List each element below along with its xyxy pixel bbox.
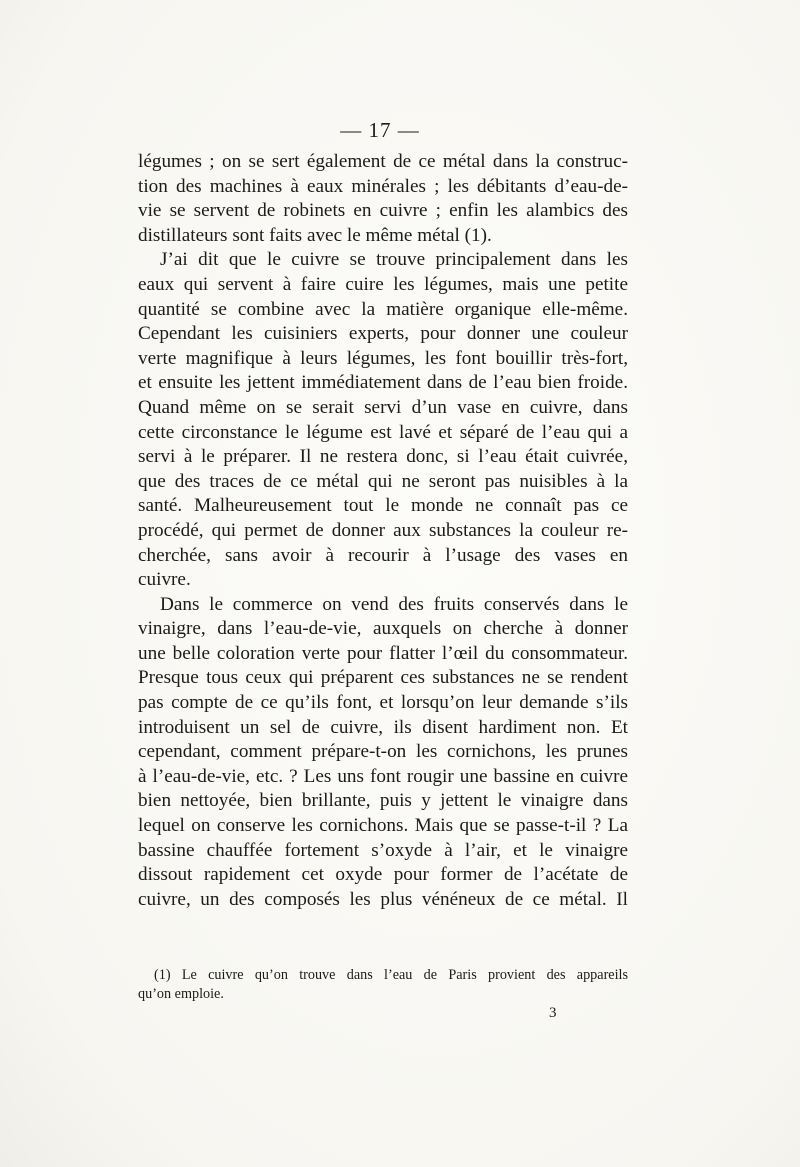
text-line: Cependant les cuisiniers experts, pour donner une couleur bbox=[138, 323, 628, 345]
text-line: introduisent un sel de cuivre, ils disent hardiment non. Et bbox=[138, 716, 628, 738]
footnote-line: qu’on emploie. bbox=[138, 986, 224, 1002]
footnote-line: (1) Le cuivre qu’on trouve dans l’eau de Paris provient des appareils bbox=[154, 967, 628, 983]
text-line: santé. Malheureusement tout le monde ne connaît pas ce bbox=[138, 495, 628, 517]
text-line: cuivre. bbox=[138, 569, 191, 591]
text-line: Quand même on se serait servi d’un vase en cuivre, dans bbox=[138, 396, 628, 418]
text-line: bien nettoyée, bien brillante, puis y jettent le vinaigre dans bbox=[138, 790, 628, 812]
footnote bbox=[138, 966, 628, 1004]
text-line: verte magnifique à leurs légumes, les font bouillir très-fort, bbox=[138, 347, 628, 369]
text-line: une belle coloration verte pour flatter l’œil du consommateur. bbox=[138, 642, 628, 664]
text-line: distillateurs sont faits avec le même métal (1). bbox=[138, 224, 492, 246]
text-line: cependant, comment prépare-t-on les cornichons, les prunes bbox=[138, 741, 628, 763]
text-line: cherchée, sans avoir à recourir à l’usage des vases en bbox=[138, 544, 628, 566]
text-line: lequel on conserve les cornichons. Mais que se passe-t-il ? La bbox=[138, 815, 628, 837]
signature-mark: 3 bbox=[549, 1005, 557, 1021]
text-line: Dans le commerce on vend des fruits conservés dans le bbox=[160, 593, 628, 615]
text-line: que des traces de ce métal qui ne seront pas nuisibles à la bbox=[138, 470, 628, 492]
text-line: tion des machines à eaux minérales ; les débitants d’eau-de- bbox=[138, 175, 628, 197]
text-line: J’ai dit que le cuivre se trouve principalement dans les bbox=[160, 249, 628, 271]
text-line: servi à le préparer. Il ne restera donc, si l’eau était cuivrée, bbox=[138, 446, 628, 468]
text-line: cette circonstance le légume est lavé et séparé de l’eau qui a bbox=[138, 421, 628, 443]
text-line: pas compte de ce qu’ils font, et lorsqu’on leur demande s’ils bbox=[138, 692, 628, 714]
text-line: procédé, qui permet de donner aux substances la couleur re- bbox=[138, 519, 628, 541]
text-line: dissout rapidement cet oxyde pour former de l’acétate de bbox=[138, 864, 628, 886]
text-line: vinaigre, dans l’eau-de-vie, auxquels on cherche à donner bbox=[138, 618, 628, 640]
body-text bbox=[138, 150, 628, 912]
text-line: vie se servent de robinets en cuivre ; enfin les alambics des bbox=[138, 200, 628, 222]
text-line: Presque tous ceux qui préparent ces substances ne se rendent bbox=[138, 667, 628, 689]
text-line: légumes ; on se sert également de ce métal dans la construc- bbox=[138, 151, 628, 172]
text-line: eaux qui servent à faire cuire les légumes, mais une petite bbox=[138, 273, 628, 295]
text-line: cuivre, un des composés les plus vénéneux de ce métal. Il bbox=[138, 888, 628, 910]
text-line: bassine chauffée fortement s’oxyde à l’air, et le vinaigre bbox=[138, 839, 628, 861]
text-line: quantité se combine avec la matière organique elle-même. bbox=[138, 298, 628, 320]
text-line: à l’eau-de-vie, etc. ? Les uns font rougir une bassine en cuivre bbox=[138, 765, 628, 787]
text-line: et ensuite les jettent immédiatement dans de l’eau bien froide. bbox=[138, 372, 628, 394]
page-number-header: — 17 — bbox=[340, 118, 420, 142]
